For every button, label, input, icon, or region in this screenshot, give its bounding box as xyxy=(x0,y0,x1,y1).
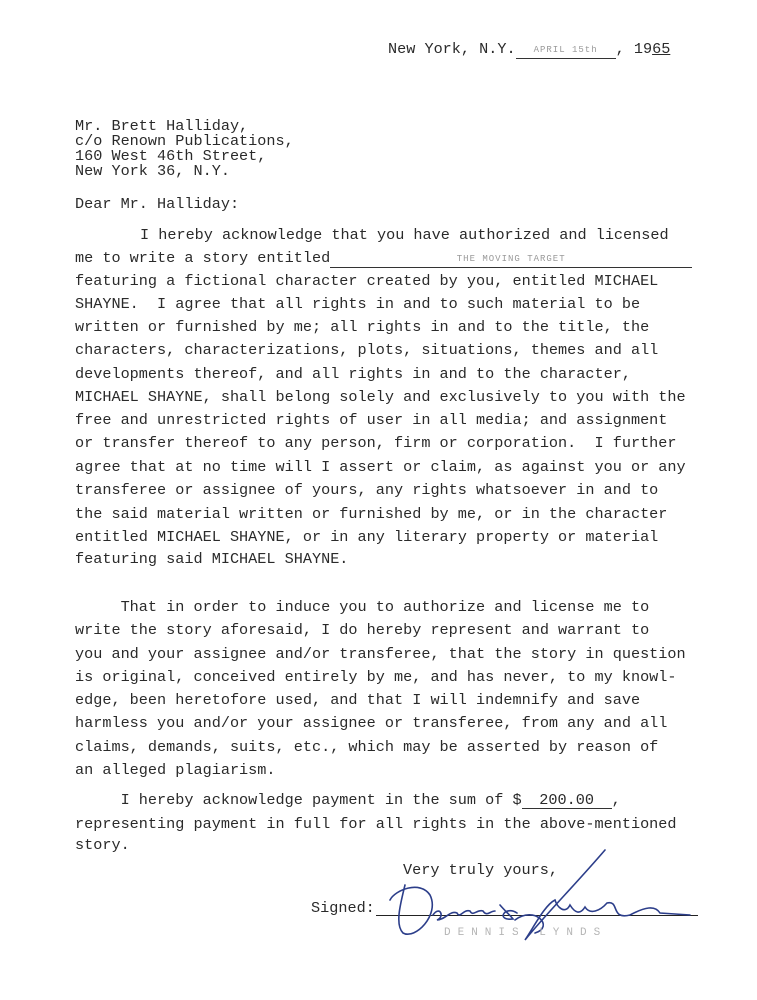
signed-label: Signed: xyxy=(311,899,375,917)
address-line: 160 West 46th Street, xyxy=(75,147,267,165)
date-line xyxy=(388,40,670,59)
amount-blank xyxy=(522,792,612,809)
paragraph1-line: MICHAEL SHAYNE, shall belong solely and exclusively to you with the xyxy=(75,388,686,406)
paragraph1-line: or transfer thereof to any person, firm or corporation. I further xyxy=(75,434,677,452)
payment-suffix: , xyxy=(611,791,621,809)
paragraph3-line: story. xyxy=(75,836,130,854)
paragraph2-line: That in order to induce you to authorize and license me to xyxy=(75,598,650,616)
paragraph1-line: featuring said MICHAEL SHAYNE. xyxy=(75,550,349,568)
salutation: Dear Mr. Halliday: xyxy=(75,195,240,213)
paragraph1-line: the said material written or furnished by me, or in the character xyxy=(75,505,668,523)
closing: Very truly yours, xyxy=(403,861,558,879)
address-line: c/o Renown Publications, xyxy=(75,132,294,150)
paragraph1-line: entitled MICHAEL SHAYNE, or in any literary property or material xyxy=(75,528,659,546)
paragraph2-line: edge, been heretofore used, and that I will indemnify and save xyxy=(75,691,641,709)
paragraph3-line: representing payment in full for all rights in the above-mentioned xyxy=(75,815,677,833)
paragraph2-line: is original, conceived entirely by me, and has never, to my knowl- xyxy=(75,668,677,686)
year-suffix: 65 xyxy=(652,40,671,58)
typed-name: DENNIS LYNDS xyxy=(444,927,608,939)
title-prefix: me to write a story entitled xyxy=(75,249,331,267)
paragraph1-line: I hereby acknowledge that you have authorized and licensed xyxy=(140,226,669,244)
paragraph2-line: claims, demands, suits, etc., which may be asserted by reason of xyxy=(75,738,659,756)
payment-prefix: I hereby acknowledge payment in the sum of xyxy=(75,791,513,809)
title-line xyxy=(75,249,692,268)
address-line: New York 36, N.Y. xyxy=(75,162,230,180)
year-prefix: , 19 xyxy=(615,40,653,58)
paragraph1-line: developments thereof, and all rights in and to the character, xyxy=(75,365,631,383)
story-title: THE MOVING TARGET xyxy=(456,254,566,264)
place: New York, N.Y. xyxy=(388,40,516,58)
paragraph2-line: harmless you and/or your assignee or transferee, from any and all xyxy=(75,714,668,732)
address-line: Mr. Brett Halliday, xyxy=(75,117,249,135)
paragraph1-line: transferee or assignee of yours, any rights whatsoever in and to xyxy=(75,481,659,499)
payment-amount: 200.00 xyxy=(539,791,594,809)
currency: $ xyxy=(512,791,522,809)
payment-line xyxy=(75,791,621,809)
paragraph1-line: featuring a fictional character created by you, entitled MICHAEL xyxy=(75,272,659,290)
date-filled: APRIL 15th xyxy=(533,45,598,55)
paragraph2-line: you and your assignee and/or transferee, that the story in question xyxy=(75,645,686,663)
paragraph1-line: characters, characterizations, plots, situations, themes and all xyxy=(75,341,659,359)
paragraph1-line: SHAYNE. I agree that all rights in and to such material to be xyxy=(75,295,641,313)
paragraph2-line: write the story aforesaid, I do hereby represent and warrant to xyxy=(75,621,650,639)
paragraph1-line: free and unrestricted rights of user in all media; and assignment xyxy=(75,411,668,429)
date-blank xyxy=(516,41,616,59)
paragraph1-line: written or furnished by me; all rights in and to the title, the xyxy=(75,318,650,336)
story-title-blank xyxy=(330,250,692,268)
paragraph1-line: agree that at no time will I assert or claim, as against you or any xyxy=(75,458,686,476)
paragraph2-line: an alleged plagiarism. xyxy=(75,761,276,779)
